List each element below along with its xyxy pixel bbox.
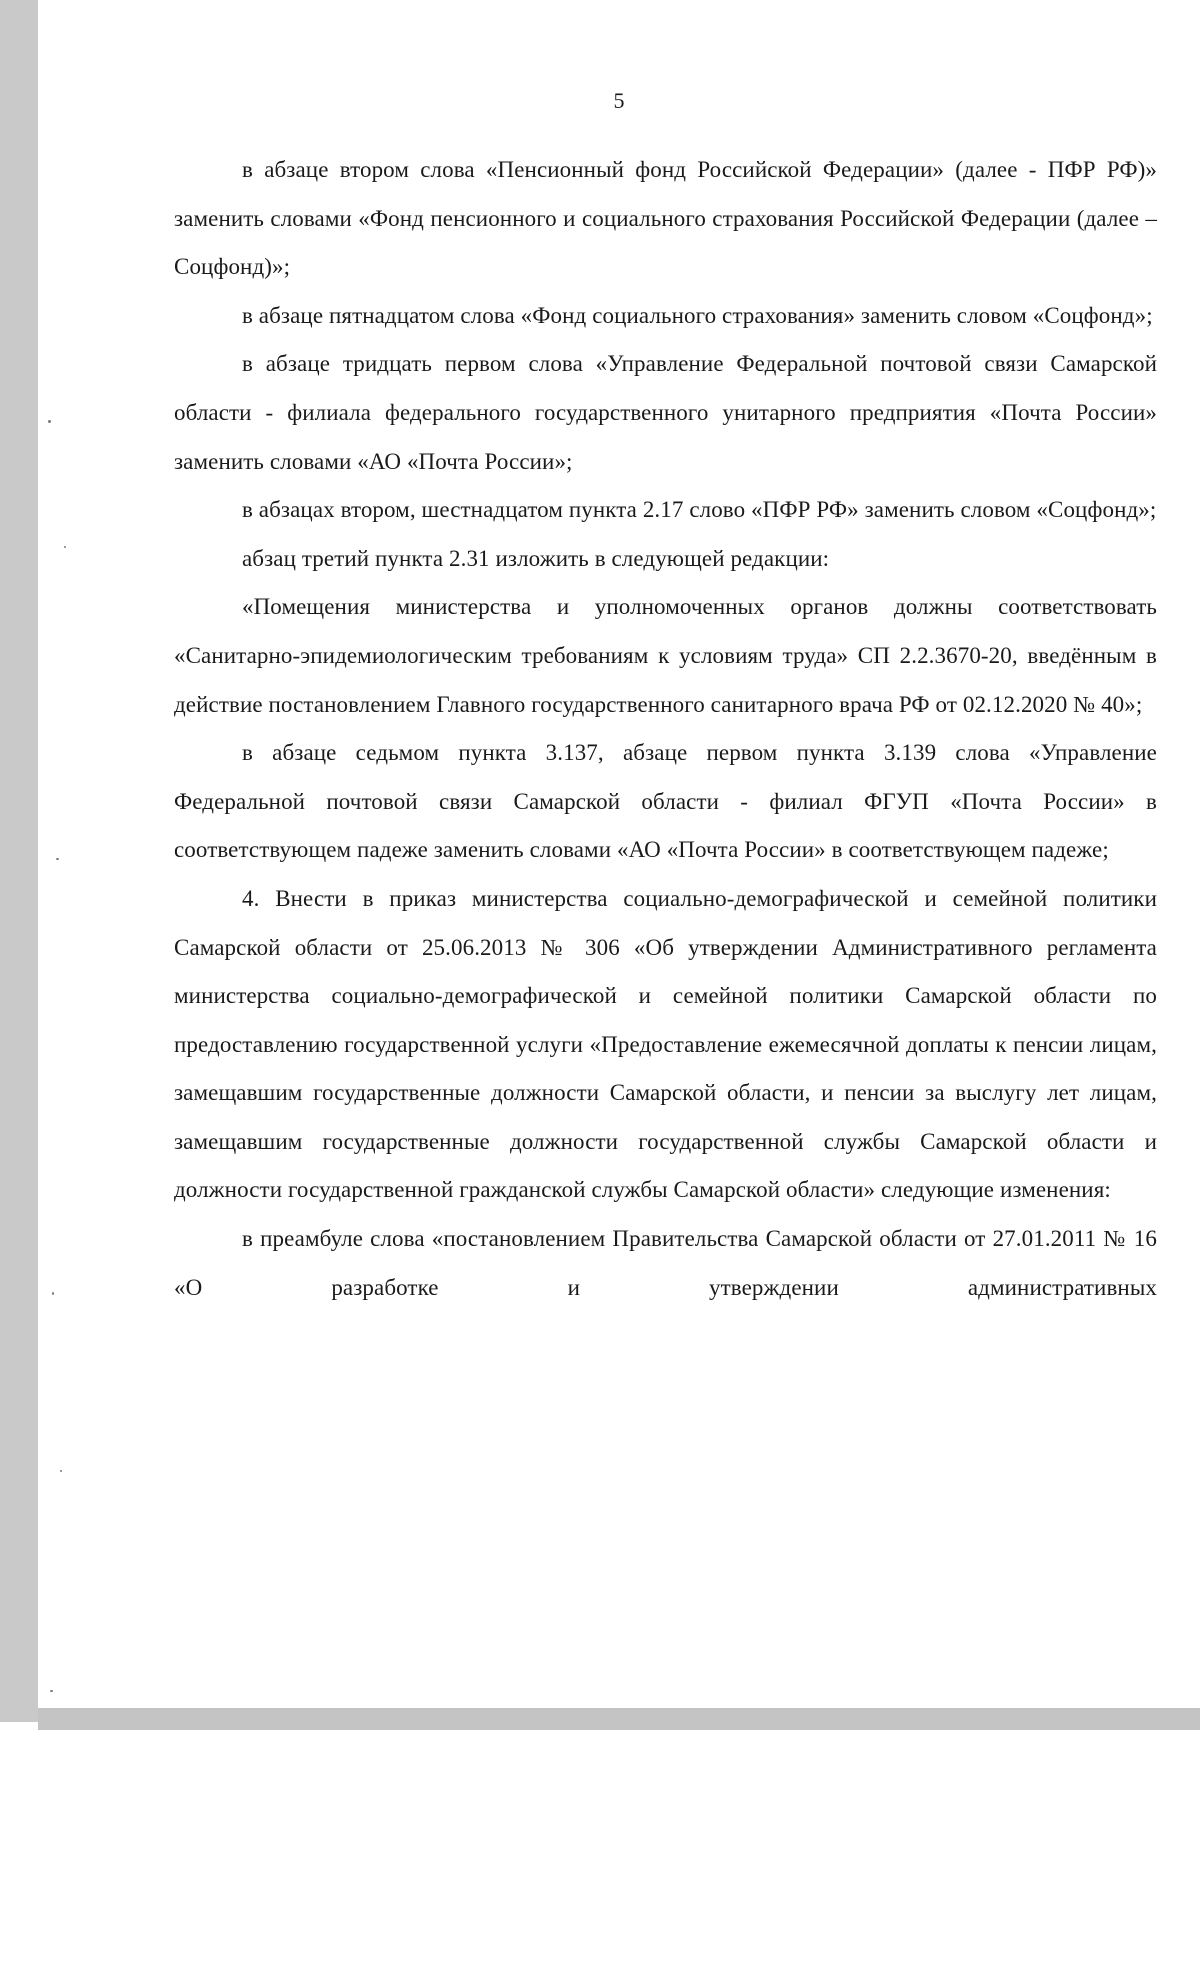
paragraph-9: в преамбуле слова «постановлением Правительства Самарской области от 27.01.2011 № 16 «О разработке и утверждении административных [174, 1226, 1157, 1300]
paragraph-4: в абзацах втором, шестнадцатом пункта 2.17 слово «ПФР РФ» заменить словом «Соцфонд»; [242, 497, 1157, 523]
scan-speck [50, 1690, 53, 1692]
paragraph-3: в абзаце тридцать первом слова «Управление Федеральной почтовой связи Самарской области - филиала федерального государственного унитарного предприятия «Почта России» заменить словами «АО «Почта России»; [174, 351, 1157, 474]
scan-left-shadow [0, 0, 38, 1722]
paragraph-1: в абзаце втором слова «Пенсионный фонд Российской Федерации» (далее - ПФР РФ)» заменить словами «Фонд пенсионного и социального страхования Российской Федерации (далее – Соцфонд)»; [174, 157, 1157, 280]
paragraph-2: в абзаце пятнадцатом слова «Фонд социального страхования» заменить словом «Соцфонд»; [242, 302, 1153, 328]
paragraph-6: «Помещения министерства и уполномоченных органов должны соответствовать «Санитарно-эпидемиологическим требованиям к условиям труда» СП 2.2.3670-20, введённым в действие постановлением Главного государственного санитарного врача РФ от 02.12.2020 № 40»; [174, 594, 1157, 717]
scan-speck [48, 420, 51, 423]
scan-bottom-shadow [38, 1708, 1200, 1730]
paragraph-5: абзац третий пункта 2.31 изложить в следующей редакции: [242, 545, 830, 571]
scan-speck [56, 858, 59, 860]
scan-speck [52, 1292, 54, 1295]
page-number: 5 [613, 88, 625, 113]
paragraph-7: в абзаце седьмом пункта 3.137, абзаце первом пункта 3.139 слова «Управление Федеральной почтовой связи Самарской области - филиал ФГУП «Почта России» в соответствующем падеже заменить словами «АО «Почта России» в соответствующем падеже; [174, 740, 1157, 863]
scan-speck [64, 546, 66, 548]
document-body [174, 146, 1157, 1312]
scan-speck [60, 1470, 62, 1472]
document-page [38, 0, 1200, 1708]
paragraph-8: 4. Внести в приказ министерства социально-демографической и семейной политики Самарской области от 25.06.2013 № 306 «Об утверждении Административного регламента министерства социально-демографической и семейной политики Самарской области по предоставлению государственной услуги «Предоставление ежемесячной доплаты к пенсии лицам, замещавшим государственные должности Самарской области, и пенсии за выслугу лет лицам, замещавшим государственные должности государственной службы Самарской области и должности государственной гражданской службы Самарской области» следующие изменения: [174, 885, 1157, 1203]
